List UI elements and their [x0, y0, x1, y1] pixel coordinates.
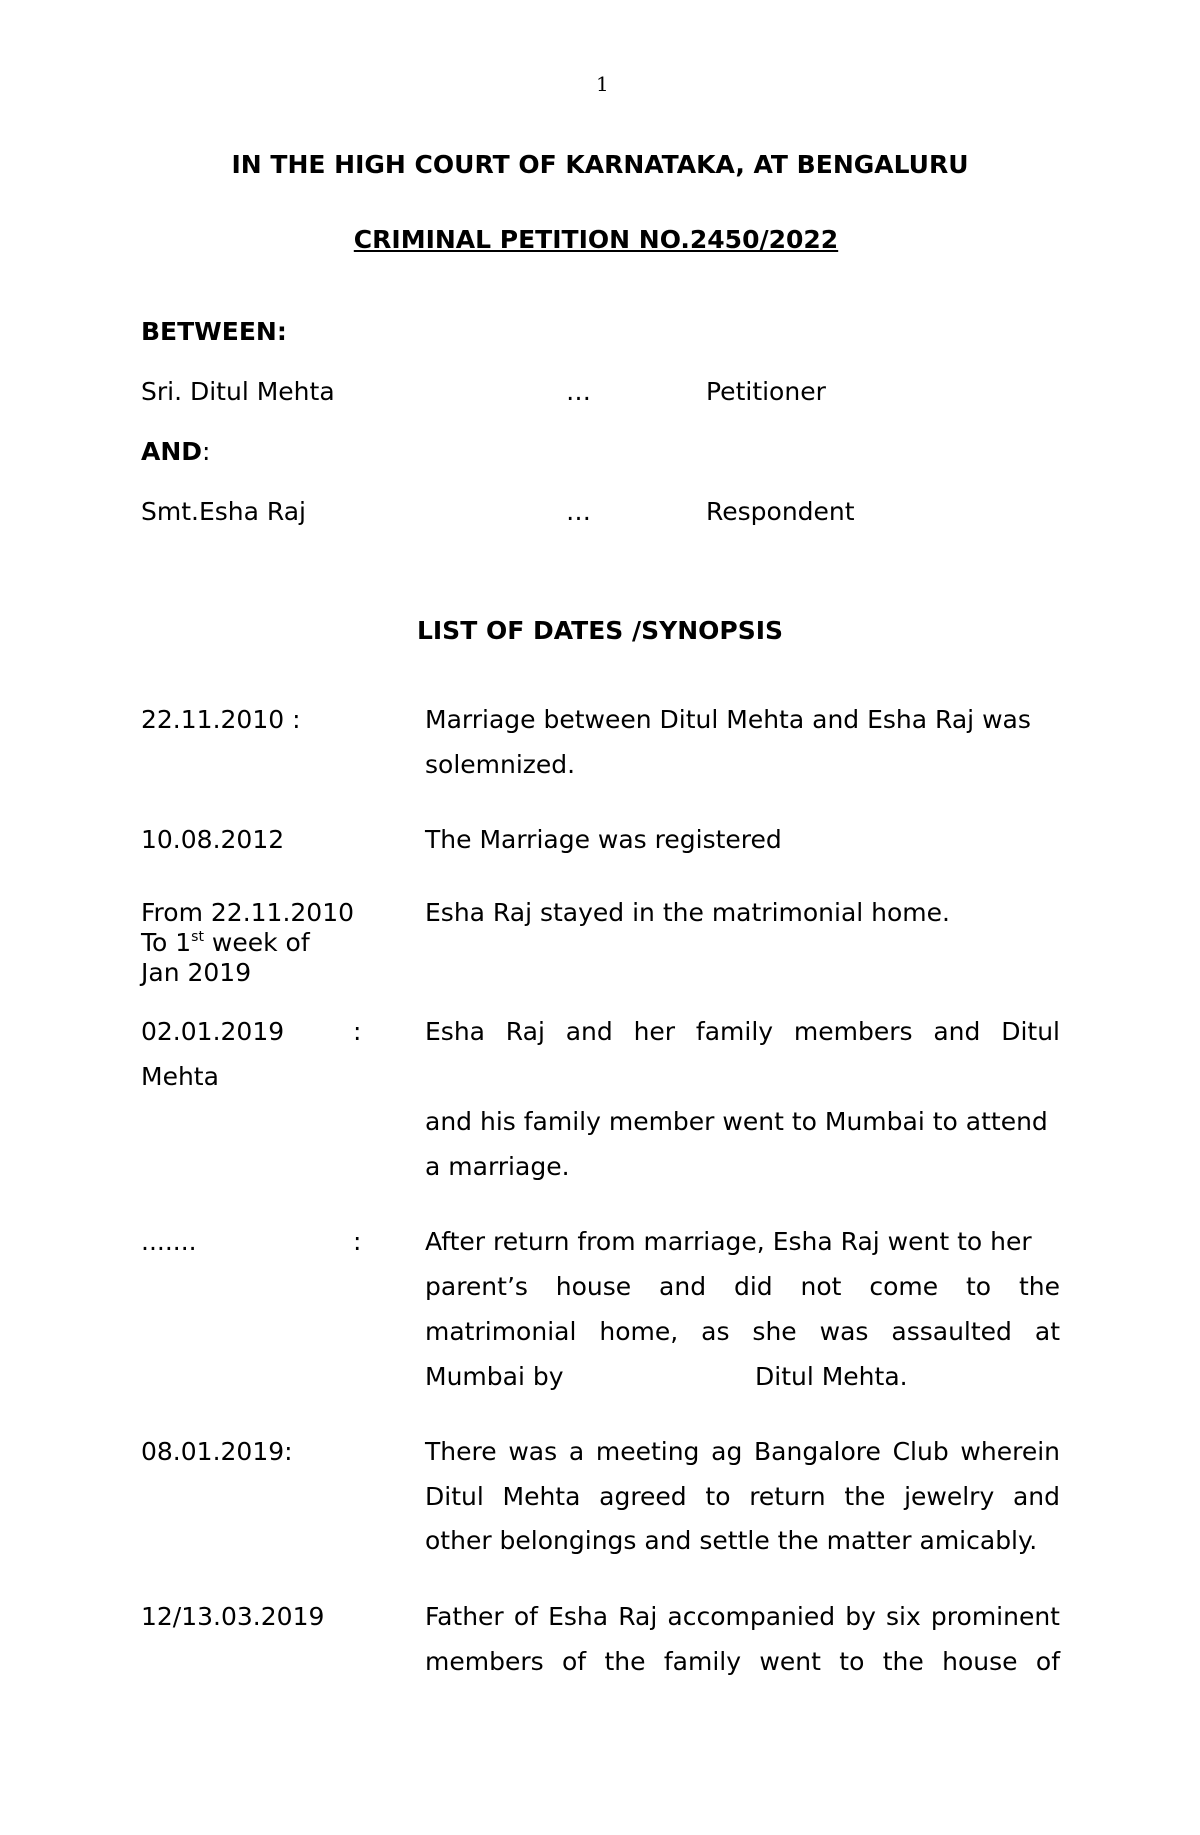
- entry-date: 08.01.2019:: [141, 1437, 293, 1466]
- entry-text-line: Esha Raj stayed in the matrimonial home.: [425, 898, 950, 927]
- entry-text-line: a marriage.: [425, 1152, 570, 1181]
- entry-text-line: and his family member went to Mumbai to attend: [425, 1107, 1048, 1136]
- respondent-role: Respondent: [706, 497, 855, 526]
- entry-date: From 22.11.2010: [141, 898, 355, 927]
- entry-date: Jan 2019: [141, 958, 252, 987]
- entry-text-line: other belongings and settle the matter amicably.: [425, 1526, 1038, 1555]
- entry-text-line: Father of Esha Raj accompanied by six prominent: [425, 1602, 1060, 1631]
- and-label-colon: :: [202, 437, 211, 466]
- entry-text-line: Mumbai by: [425, 1362, 564, 1391]
- entry-text-line: parent’s house and did not come to the: [425, 1272, 1060, 1301]
- petitioner-role: Petitioner: [706, 377, 826, 406]
- petition-number: [0, 225, 1200, 254]
- and-label-text: AND: [141, 437, 203, 466]
- page-number: 1: [596, 72, 609, 96]
- entry-date: 12/13.03.2019: [141, 1602, 325, 1631]
- respondent-name: Smt.Esha Raj: [141, 497, 306, 526]
- entry-text-line: After return from marriage, Esha Raj went to her: [425, 1227, 1032, 1256]
- petition-number-underline-tail: [838, 225, 846, 254]
- and-label: [141, 437, 210, 466]
- ordinal-superscript: st: [191, 929, 204, 945]
- respondent-dots: …: [566, 497, 591, 526]
- entry-colon: :: [353, 1017, 362, 1046]
- entry-date: 10.08.2012: [141, 825, 285, 854]
- entry-text-line: The Marriage was registered: [425, 825, 782, 854]
- entry-text-line: matrimonial home, as she was assaulted at: [425, 1317, 1060, 1346]
- entry-date: [141, 928, 310, 957]
- entry-date: 02.01.2019: [141, 1017, 285, 1046]
- court-title: IN THE HIGH COURT OF KARNATAKA, AT BENGALURU: [231, 150, 969, 179]
- petitioner-dots: …: [566, 377, 591, 406]
- entry-date-part: week of: [203, 928, 310, 957]
- petitioner-name: Sri. Ditul Mehta: [141, 377, 335, 406]
- entry-colon: :: [353, 1227, 362, 1256]
- petition-number-text: CRIMINAL PETITION NO.2450/2022: [353, 225, 839, 254]
- synopsis-heading: LIST OF DATES /SYNOPSIS: [416, 616, 784, 645]
- entry-text-line: solemnized.: [425, 750, 576, 779]
- entry-text-line: members of the family went to the house of: [425, 1647, 1060, 1676]
- entry-text-line: Esha Raj and her family members and Ditul: [425, 1017, 1060, 1046]
- entry-text-line: Ditul Mehta agreed to return the jewelry and: [425, 1482, 1060, 1511]
- entry-text-line: Marriage between Ditul Mehta and Esha Raj was: [425, 705, 1031, 734]
- between-label: BETWEEN:: [141, 317, 287, 346]
- entry-date: .......: [141, 1227, 197, 1256]
- entry-date: 22.11.2010 :: [141, 705, 301, 734]
- entry-text-line: Ditul Mehta.: [755, 1362, 908, 1391]
- entry-text-line: There was a meeting ag Bangalore Club wherein: [425, 1437, 1060, 1466]
- entry-date-part: To 1: [141, 928, 192, 957]
- entry-date-continuation: Mehta: [141, 1062, 219, 1091]
